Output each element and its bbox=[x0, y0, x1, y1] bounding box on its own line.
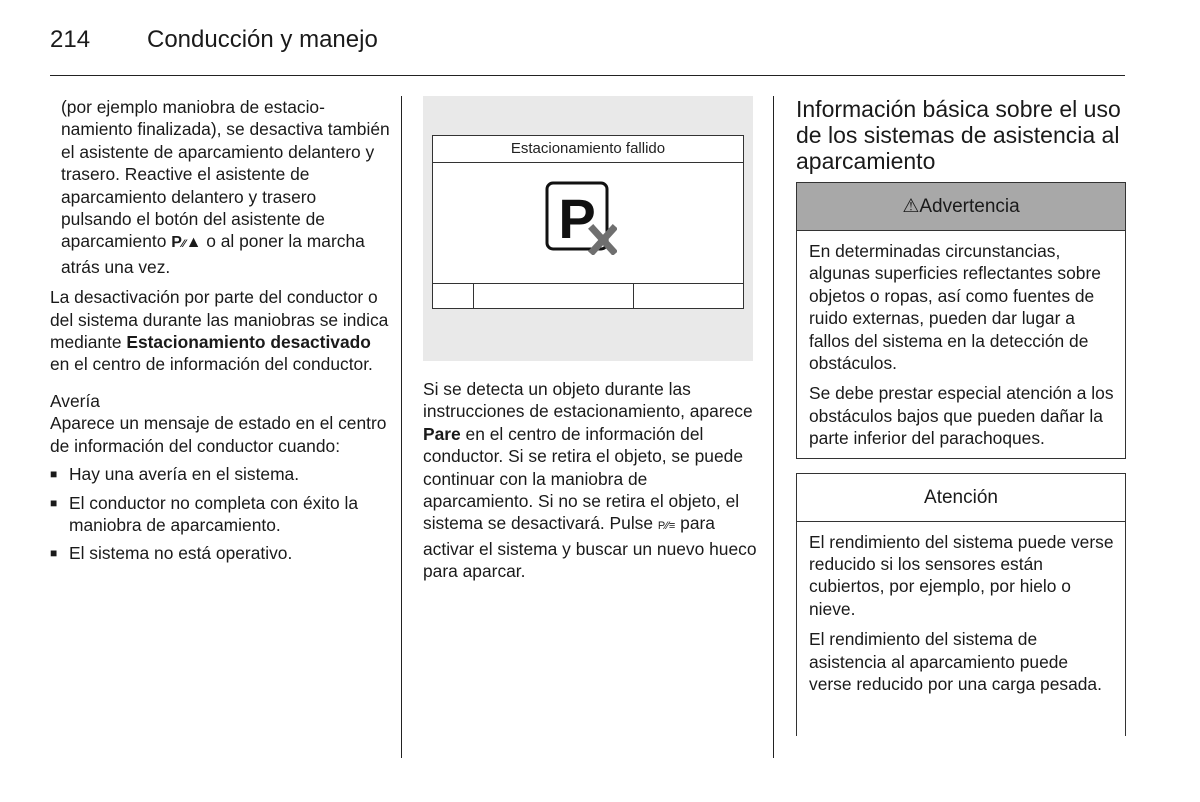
column-right bbox=[796, 96, 1126, 736]
page-title: Conducción y manejo bbox=[147, 26, 378, 53]
park-assist-icon: P⁄⁄≡ bbox=[657, 520, 676, 533]
column-middle bbox=[423, 378, 758, 583]
warning-text: Se debe prestar especial atención a los obstáculos bajos que pueden dañar la parte inferior del parachoques. bbox=[809, 383, 1114, 449]
paragraph-fault: Aparece un mensaje de estado en el centro de información del conductor cuando: bbox=[50, 413, 387, 456]
bullet-icon: ■ bbox=[50, 495, 58, 510]
list-item: ■ Hay una avería en el sistema. bbox=[50, 464, 300, 485]
display-message-stop: Pare bbox=[423, 423, 461, 444]
park-assist-button-icon: P⁄⁄▲ bbox=[171, 234, 202, 252]
column-divider-1 bbox=[401, 96, 402, 758]
caution-text: El rendimiento del sistema de asistencia al aparcamiento puede verse reducido por una carga pesada. bbox=[809, 629, 1102, 695]
column-left bbox=[50, 96, 390, 565]
softkey-divider bbox=[473, 284, 474, 308]
caution-title: Atención bbox=[797, 474, 1125, 522]
list-item: ■ El sistema no está operativo. bbox=[50, 543, 293, 564]
display-illustration bbox=[423, 96, 753, 361]
bullet-icon: ■ bbox=[50, 546, 58, 561]
driver-info-screen bbox=[432, 135, 744, 309]
svg-text:P: P bbox=[558, 187, 596, 250]
parking-failed-icon bbox=[545, 181, 617, 255]
screen-softkey-bar bbox=[433, 283, 743, 308]
paragraph-continued: (por ejemplo maniobra de estacionamiento finalizada), se desactiva también el asistente de aparcamiento delantero y trasero. Reactive el asistente de aparcamiento delantero y trasero pulsando el botón del asistente de aparcamiento P⁄⁄▲ o al poner la marcha atrás una vez. bbox=[61, 97, 390, 277]
paragraph-object-detected: Si se detecta un objeto durante las instrucciones de estacionamiento, aparece Pare en el centro de información del conductor. Si se retira el objeto, se puede continuar con la maniobra de aparcamiento. Si no se retira el objeto, el sistema se desactivará. Pulse P⁄⁄≡ para activar el sistema y buscar un nuevo hueco para aparcar. bbox=[423, 379, 757, 582]
section-heading: Información básica sobre el uso de los sistemas de asistencia al aparcamiento bbox=[796, 96, 1121, 174]
page-number: 214 bbox=[50, 26, 91, 53]
fault-heading: Avería bbox=[50, 390, 100, 411]
header-rule bbox=[50, 75, 1125, 76]
warning-title: ⚠Advertencia bbox=[797, 183, 1125, 231]
screen-title: Estacionamiento fallido bbox=[433, 136, 743, 163]
bullet-icon: ■ bbox=[50, 467, 58, 482]
warning-text: En determinadas circunstancias, algunas superficies reflectantes sobre objetos o ropas, así como fuentes de ruido externas, pueden dar lugar a fallos del sistema en la detección de obstáculos. bbox=[809, 241, 1101, 374]
list-item: ■ El conductor no completa con éxito la maniobra de aparcamiento. bbox=[50, 492, 359, 535]
softkey-divider bbox=[633, 284, 634, 308]
column-divider-2 bbox=[773, 96, 774, 758]
caution-box bbox=[796, 473, 1126, 736]
display-message-deactivated: Estacionamiento desactivado bbox=[126, 332, 371, 353]
caution-text: El rendimiento del sistema puede verse reducido si los sensores están cubiertos, por ejemplo, por hielo o nieve. bbox=[809, 531, 1114, 619]
paragraph-deactivation: La desactivación por parte del conductor o del sistema durante las maniobras se indica mediante Estacionamiento desactivado en el centro de información del conductor. bbox=[50, 287, 389, 375]
warning-box bbox=[796, 182, 1126, 459]
